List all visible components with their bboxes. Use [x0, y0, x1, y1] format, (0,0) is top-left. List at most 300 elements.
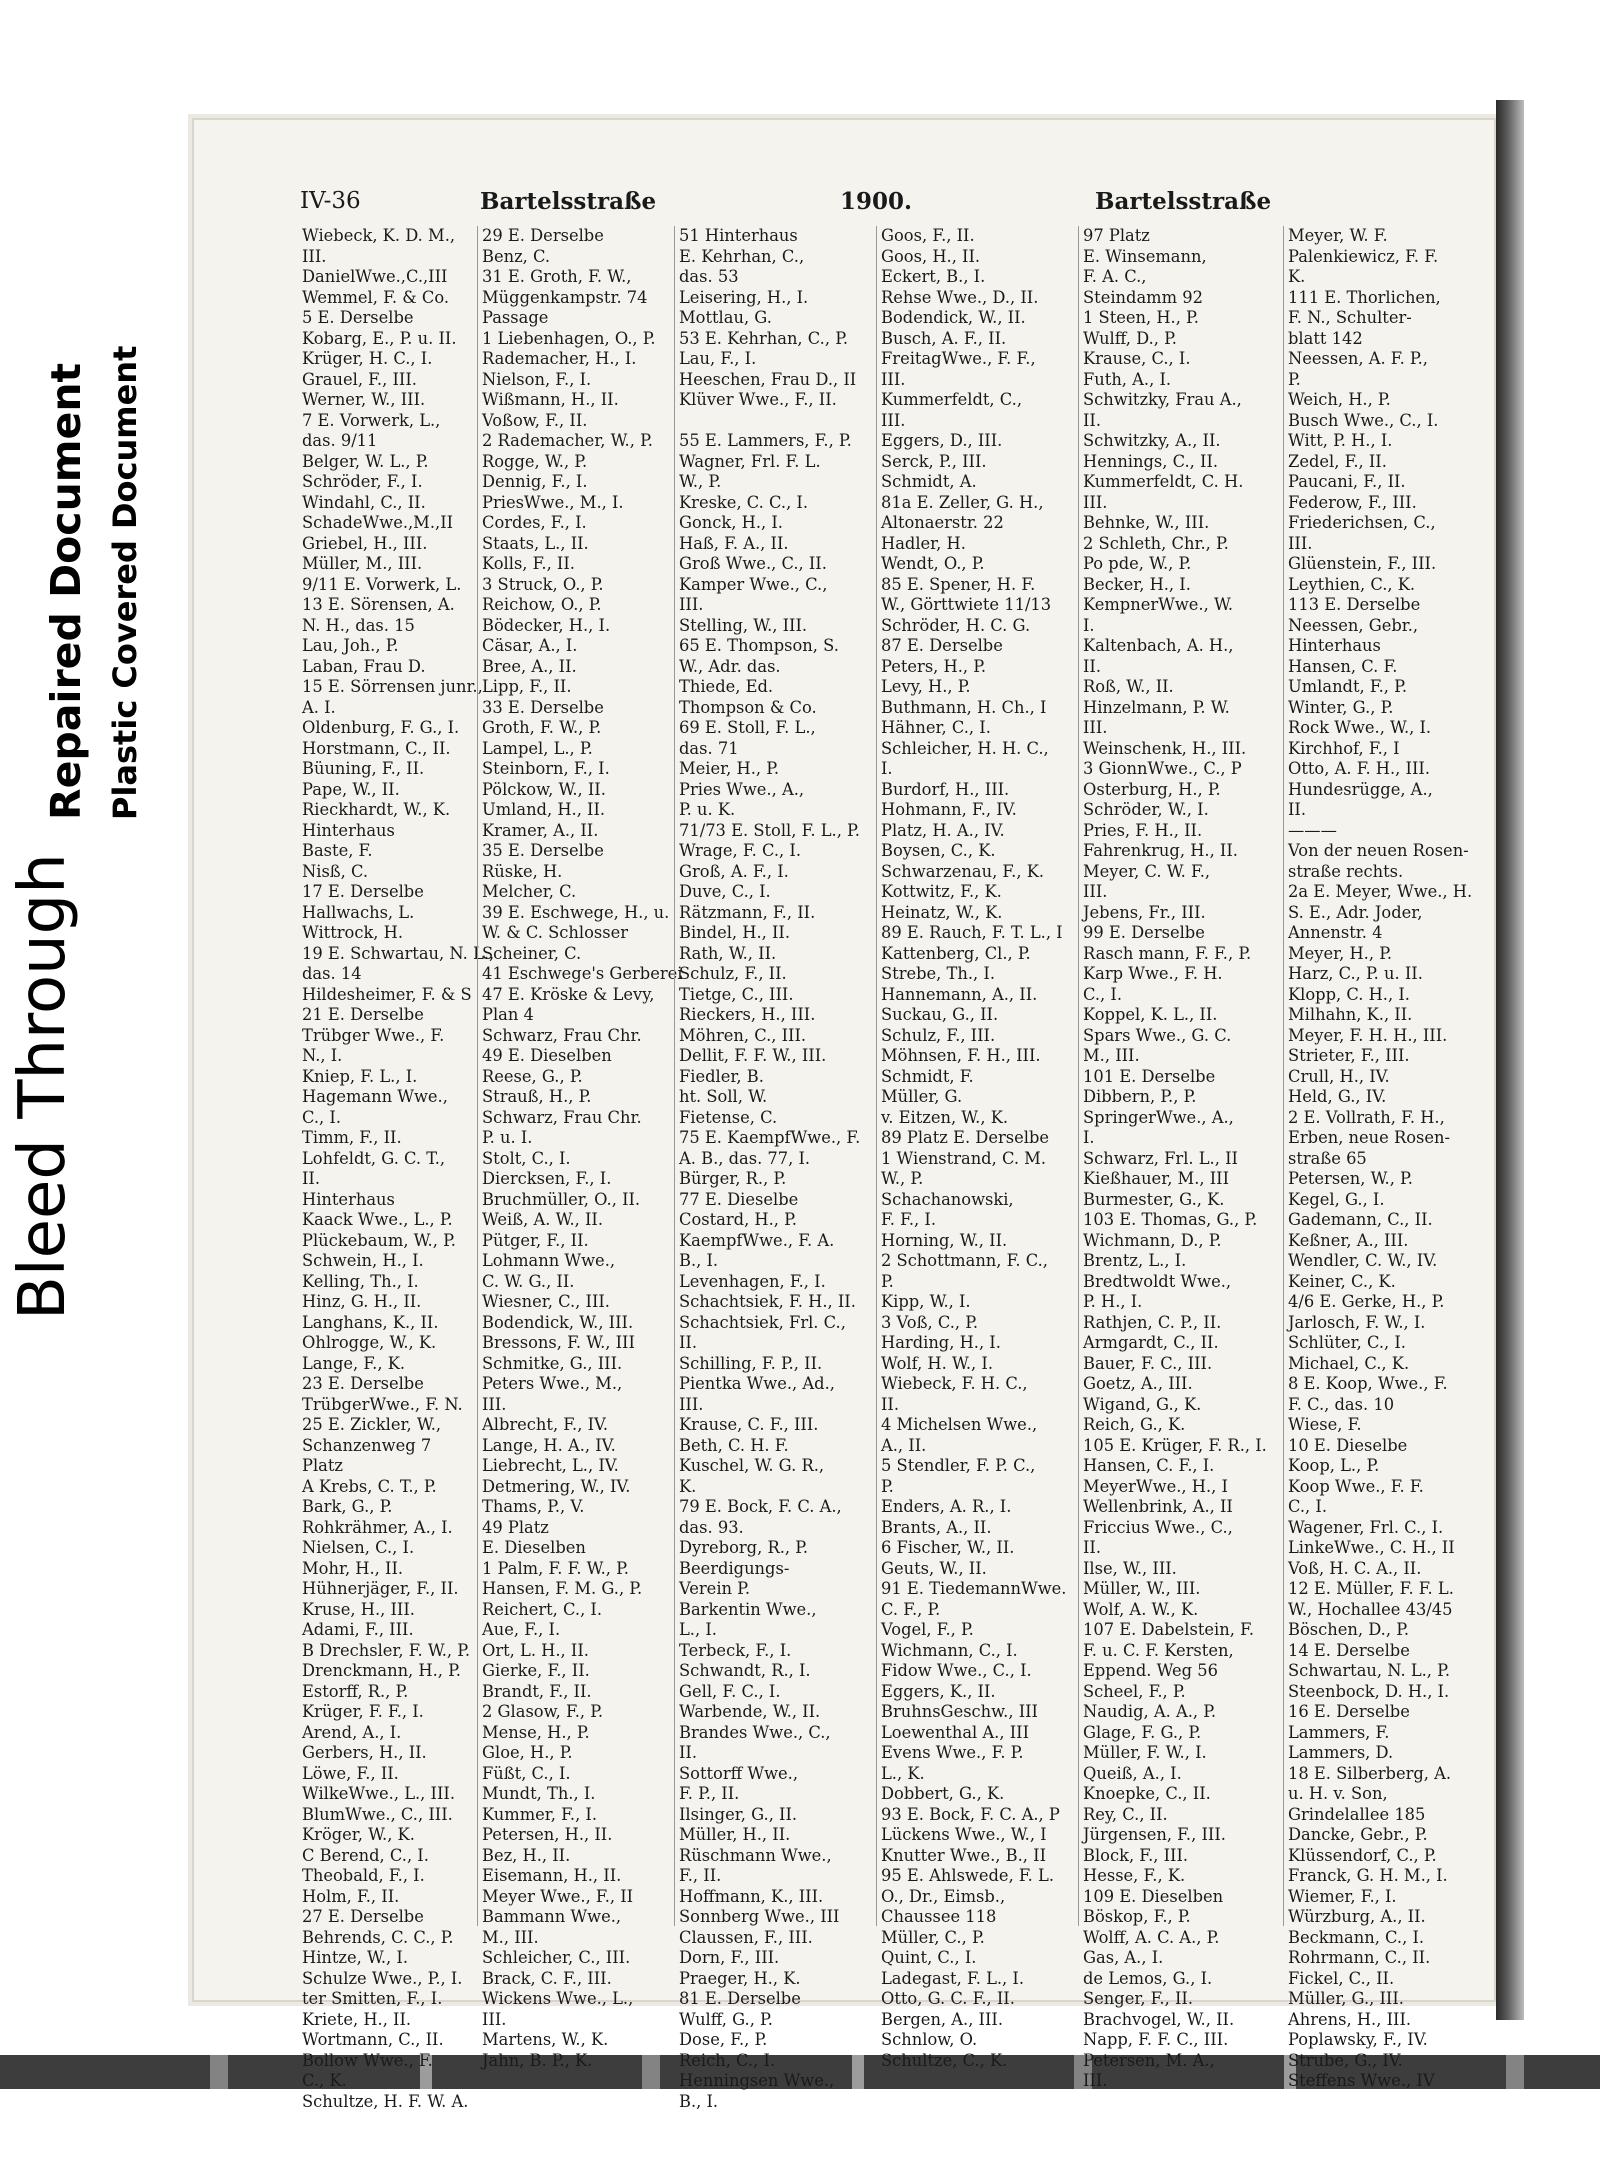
- directory-entry: III.: [302, 246, 327, 266]
- directory-entry: Crull, H., IV.: [1288, 1066, 1390, 1086]
- directory-entry: Theobald, F., I.: [302, 1866, 425, 1885]
- directory-entry: Osterburg, H., P.: [1083, 779, 1221, 799]
- directory-entry: das. 93.: [679, 1517, 744, 1537]
- directory-entry: Schanzenweg 7: [302, 1435, 432, 1455]
- directory-entry: Hohmann, F., IV.: [881, 800, 1017, 819]
- directory-entry: Kramer, A., II.: [482, 820, 599, 840]
- directory-entry: III.: [1083, 882, 1108, 901]
- directory-entry: 7 E. Vorwerk, L.,: [302, 410, 441, 430]
- directory-entry: Wiese, F.: [1288, 1415, 1362, 1434]
- directory-entry: Sottorff Wwe.,: [679, 1763, 799, 1783]
- directory-entry: Wagner, Frl. F. L.: [679, 451, 821, 471]
- directory-entry: Laban, Frau D.: [302, 656, 426, 676]
- directory-entry: Bark, G., P.: [302, 1497, 393, 1516]
- directory-entry: 93 E. Bock, F. C. A., P: [881, 1804, 1060, 1824]
- directory-entry: 89 Platz E. Derselbe: [881, 1128, 1050, 1147]
- directory-entry: Kirchhof, F., I: [1288, 738, 1400, 758]
- directory-entry: 1 Liebenhagen, O., P.: [482, 328, 656, 348]
- directory-entry: Petersen, M. A.,: [1083, 2050, 1215, 2070]
- directory-entry: Hoffmann, K., III.: [679, 1886, 824, 1906]
- directory-entry: Schwitzky, Frau A.,: [1083, 390, 1242, 409]
- directory-entry: Schröder, F., I.: [302, 472, 423, 491]
- directory-entry: Pientka Wwe., Ad.,: [679, 1374, 835, 1393]
- directory-entry: PriesWwe., M., I.: [482, 492, 624, 512]
- directory-entry: 69 E. Stoll, F. L.,: [679, 718, 816, 737]
- directory-entry: Suckau, G., II.: [881, 1005, 999, 1024]
- directory-entry: Füßt, C., I.: [482, 1763, 571, 1783]
- directory-entry: Cäsar, A., I.: [482, 636, 578, 655]
- directory-entry: Müller, F. W., I.: [1083, 1743, 1207, 1762]
- directory-entry: Bauer, F. C., III.: [1083, 1353, 1213, 1373]
- directory-entry: MeyerWwe., H., I: [1083, 1476, 1228, 1496]
- directory-entry: F., II.: [679, 1866, 722, 1885]
- directory-entry: II.: [302, 1169, 321, 1188]
- directory-entry: 5 E. Derselbe: [302, 308, 414, 327]
- directory-entry: Kipp, W., I.: [881, 1292, 971, 1311]
- directory-entry: Plückebaum, W., P.: [302, 1230, 456, 1250]
- directory-entry: Griebel, H., III.: [302, 533, 428, 553]
- directory-entry: Duve, C., I.: [679, 882, 771, 901]
- directory-entry: W., P.: [881, 1169, 924, 1188]
- directory-entry: Hundesrügge, A.,: [1288, 779, 1433, 799]
- directory-entry: Mottlau, G.: [679, 308, 772, 327]
- directory-entry: M., III.: [1083, 1046, 1140, 1065]
- directory-entry: 55 E. Lammers, F., P.: [679, 431, 852, 450]
- directory-entry: Goos, H., II.: [881, 246, 981, 266]
- directory-entry: A., II.: [881, 1435, 927, 1455]
- directory-entry: 33 E. Derselbe: [482, 697, 604, 717]
- directory-entry: Terbeck, F., I.: [679, 1640, 792, 1660]
- directory-entry: Bressons, F. W., III: [482, 1333, 635, 1352]
- directory-entry: 9/11 E. Vorwerk, L.: [302, 574, 462, 594]
- directory-entry: 10 E. Dieselbe: [1288, 1435, 1408, 1455]
- directory-entry: 1 Wienstrand, C. M.: [881, 1148, 1047, 1168]
- directory-entry: Burdorf, H., III.: [881, 779, 1010, 799]
- directory-entry: Kummer, F., I.: [482, 1804, 598, 1824]
- directory-entry: Wiebeck, F. H. C.,: [881, 1374, 1028, 1393]
- directory-entry: 87 E. Derselbe: [881, 636, 1003, 655]
- directory-entry: Liebrecht, L., IV.: [482, 1456, 619, 1475]
- directory-entry: III.: [679, 1394, 704, 1414]
- directory-entry: Gloe, H., P.: [482, 1743, 573, 1762]
- directory-entry: Boysen, C., K.: [881, 841, 996, 860]
- directory-entry: 23 E. Derselbe: [302, 1374, 424, 1393]
- directory-entry: Rieckhardt, W., K.: [302, 800, 451, 819]
- directory-entry: Rey, C., II.: [1083, 1804, 1168, 1824]
- directory-entry: Pölckow, W., II.: [482, 779, 606, 799]
- directory-entry: Po pde, W., P.: [1083, 554, 1192, 573]
- directory-entry: Rath, W., II.: [679, 943, 777, 963]
- directory-entry: Queiß, A., I.: [1083, 1763, 1182, 1783]
- directory-entry: Müller, G.: [881, 1087, 963, 1106]
- directory-entry: N. H., das. 15: [302, 615, 415, 635]
- directory-entry: Benz, C.: [482, 246, 551, 266]
- directory-entry: Schleicher, H. H. C.,: [881, 738, 1049, 758]
- directory-entry: Wolf, A. W., K.: [1083, 1599, 1199, 1619]
- directory-entry: Oldenburg, F. G., I.: [302, 718, 460, 737]
- directory-entry: Platz: [302, 1456, 343, 1475]
- directory-entry: Harz, C., P. u. II.: [1288, 964, 1423, 983]
- directory-entry: Lau, F., I.: [679, 349, 757, 368]
- directory-entry: II.: [1083, 656, 1102, 676]
- directory-entry: Pape, W., II.: [302, 779, 400, 799]
- directory-entry: Kamper Wwe., C.,: [679, 574, 828, 594]
- street-heading-left: Bartelsstraße: [480, 188, 657, 215]
- directory-entry: Kriete, H., II.: [302, 2009, 412, 2029]
- directory-entry: Werner, W., III.: [302, 390, 426, 409]
- directory-entry: E. Dieselben: [482, 1538, 586, 1557]
- directory-entry: Klüver Wwe., F., II.: [679, 390, 837, 409]
- directory-entry: 91 E. TiedemannWwe.: [881, 1579, 1067, 1598]
- directory-entry: BlumWwe., C., III.: [302, 1804, 453, 1824]
- directory-entry: C., I.: [1288, 1497, 1328, 1516]
- side-labels: [0, 300, 160, 1350]
- directory-entry: Plan 4: [482, 1005, 534, 1024]
- directory-entry: 17 E. Derselbe: [302, 882, 424, 901]
- directory-entry: Bödecker, H., I.: [482, 615, 611, 635]
- directory-entry: F. N., Schulter-: [1288, 308, 1412, 327]
- directory-entry: Knoepke, C., II.: [1083, 1784, 1211, 1803]
- directory-entry: 5 Stendler, F. P. C.,: [881, 1456, 1036, 1475]
- directory-entry: S. E., Adr. Joder,: [1288, 902, 1423, 922]
- directory-entry: Müller, W., III.: [1083, 1579, 1201, 1598]
- directory-entry: A Krebs, C. T., P.: [302, 1476, 437, 1496]
- directory-entry: Schwarz, Frau Chr.: [482, 1107, 642, 1127]
- directory-entry: Koop, L., P.: [1288, 1456, 1380, 1475]
- directory-entry: Claussen, F., III.: [679, 1927, 813, 1947]
- directory-entry: Staats, L., II.: [482, 533, 589, 553]
- directory-entry: ———: [1288, 820, 1337, 840]
- directory-entry: 13 E. Sörensen, A.: [302, 595, 455, 614]
- directory-entry: 81a E. Zeller, G. H.,: [881, 492, 1044, 512]
- directory-entry: Heeschen, Frau D., II: [679, 369, 857, 389]
- directory-entry: Pries, F. H., II.: [1083, 820, 1203, 840]
- repaired-document-label: Repaired Document: [42, 362, 90, 820]
- directory-entry: Tietge, C., III.: [679, 984, 794, 1004]
- directory-entry: Michael, C., K.: [1288, 1353, 1410, 1373]
- directory-entry: Dibbern, P., P.: [1083, 1087, 1197, 1106]
- directory-entry: Steenbock, D. H., I.: [1288, 1681, 1450, 1701]
- directory-entry: Hagemann Wwe.,: [302, 1087, 448, 1106]
- directory-entry: ht. Soll, W.: [679, 1087, 768, 1106]
- directory-entry: Dyreborg, R., P.: [679, 1538, 809, 1557]
- directory-entry: Meyer, W. F.: [1288, 226, 1388, 245]
- directory-entry: Rüschmann Wwe.,: [679, 1845, 832, 1865]
- directory-entry: BruhnsGeschw., III: [881, 1702, 1038, 1721]
- directory-entry: Müggenkampstr. 74: [482, 287, 648, 307]
- directory-entry: Bredtwoldt Wwe.,: [1083, 1271, 1232, 1291]
- directory-entry: Hühnerjäger, F., II.: [302, 1579, 459, 1598]
- directory-entry: Friccius Wwe., C.,: [1083, 1517, 1233, 1537]
- directory-entry: Albrecht, F., IV.: [482, 1415, 609, 1434]
- directory-entry: III.: [1083, 492, 1108, 512]
- directory-entry: Würzburg, A., II.: [1288, 1907, 1426, 1926]
- directory-entry: Scheel, F., P.: [1083, 1681, 1186, 1701]
- directory-entry: Eisemann, H., II.: [482, 1866, 622, 1885]
- directory-entry: blatt 142: [1288, 328, 1363, 348]
- directory-entry: Wulff, G., P.: [679, 2009, 773, 2029]
- directory-entry: Horstmann, C., II.: [302, 738, 451, 758]
- directory-entry: Wellenbrink, A., II: [1083, 1497, 1233, 1516]
- directory-entry: Lammers, F.: [1288, 1722, 1390, 1742]
- directory-entry: Lange, F., K.: [302, 1353, 406, 1373]
- directory-entry: Napp, F. F. C., III.: [1083, 2030, 1229, 2049]
- directory-entry: Strieter, F., III.: [1288, 1046, 1410, 1065]
- directory-entry: Passage: [482, 308, 549, 327]
- directory-entry: O., Dr., Eimsb.,: [881, 1886, 1006, 1906]
- directory-entry: Schulze Wwe., P., I.: [302, 1968, 463, 1988]
- directory-entry: F. F., I.: [881, 1210, 937, 1229]
- directory-entry: Wiemer, F., I.: [1288, 1886, 1397, 1906]
- directory-entry: Hinterhaus: [1288, 636, 1381, 655]
- directory-column-3: [674, 226, 876, 2111]
- directory-entry: Strube, G., IV.: [1288, 2050, 1403, 2070]
- directory-entry: Müller, H., II.: [679, 1825, 791, 1844]
- directory-entry: Fickel, C., II.: [1288, 1968, 1395, 1988]
- directory-entry: Eggers, D., III.: [881, 431, 1003, 450]
- directory-entry: Voß, H. C. A., II.: [1288, 1558, 1422, 1578]
- directory-entry: Quint, C., I.: [881, 1948, 977, 1967]
- page-binding-edge: [1496, 100, 1524, 2020]
- directory-entry: Dancke, Gebr., P.: [1288, 1825, 1428, 1844]
- directory-entry: Bergen, A., III.: [881, 2009, 1004, 2029]
- directory-entry: III.: [1083, 718, 1108, 737]
- directory-entry: Bürger, R., P.: [679, 1169, 787, 1188]
- directory-entry: Federow, F., III.: [1288, 492, 1417, 512]
- directory-entry: P. u. K.: [679, 800, 736, 819]
- directory-entry: Kniep, F. L., I.: [302, 1066, 418, 1086]
- directory-entry: II.: [679, 1333, 698, 1352]
- directory-entry: [679, 411, 876, 432]
- directory-entry: Diercksen, F., I.: [482, 1169, 612, 1188]
- directory-entry: Nisß, C.: [302, 861, 369, 881]
- directory-entry: Schmidt, F.: [881, 1066, 974, 1086]
- directory-entry: III.: [482, 2009, 507, 2029]
- directory-entry: Rock Wwe., W., I.: [1288, 718, 1432, 737]
- directory-entry: Serck, P., III.: [881, 451, 987, 471]
- directory-entry: 3 GionnWwe., C., P: [1083, 759, 1242, 778]
- directory-entry: P.: [1288, 369, 1301, 389]
- directory-entry: Bodendick, W., III.: [482, 1312, 634, 1332]
- directory-entry: Mense, H., P.: [482, 1722, 590, 1742]
- directory-entry: Melcher, C.: [482, 882, 577, 901]
- directory-entry: Nielson, F., I.: [482, 369, 592, 389]
- directory-entry: Glüenstein, F., III.: [1288, 554, 1437, 573]
- directory-entry: Thams, P., V.: [482, 1497, 585, 1516]
- directory-entry: Wemmel, F. & Co.: [302, 287, 450, 307]
- directory-entry: P.: [881, 1271, 894, 1291]
- directory-entry: Ohlrogge, W., K.: [302, 1333, 437, 1352]
- directory-entry: W. & C. Schlosser: [482, 923, 629, 942]
- directory-entry: Senger, F., II.: [1083, 1989, 1193, 2008]
- directory-entry: Hildesheimer, F. & S: [302, 984, 472, 1004]
- directory-entry: 77 E. Dieselbe: [679, 1189, 799, 1209]
- directory-entry: W., P.: [679, 472, 722, 491]
- directory-entry: Ilse, W., III.: [1083, 1558, 1177, 1578]
- directory-entry: Harding, H., I.: [881, 1333, 1001, 1352]
- directory-entry: 41 Eschwege's Gerberei: [482, 964, 683, 983]
- directory-entry: Fietense, C.: [679, 1107, 778, 1127]
- directory-entry: Schulz, F., II.: [679, 964, 787, 983]
- directory-entry: 4/6 E. Gerke, H., P.: [1288, 1292, 1445, 1311]
- directory-entry: Sonnberg Wwe., III: [679, 1907, 840, 1926]
- directory-entry: Steffens Wwe., IV: [1288, 2071, 1435, 2090]
- directory-entry: Rieckers, H., III.: [679, 1005, 816, 1024]
- directory-entry: Schröder, H. C. G.: [881, 615, 1031, 635]
- directory-entry: Schwein, H., I.: [302, 1251, 424, 1270]
- directory-entry: Otto, G. C. F., II.: [881, 1989, 1015, 2008]
- directory-entry: Meyer, C. W. F.,: [1083, 861, 1211, 881]
- directory-entry: B., I.: [679, 2091, 719, 2111]
- directory-entry: Roß, W., II.: [1083, 677, 1174, 696]
- directory-entry: TrübgerWwe., F. N.: [302, 1394, 463, 1414]
- directory-entry: Meyer, F. H. H., III.: [1288, 1025, 1448, 1045]
- directory-entry: W., Görttwiete 11/13: [881, 595, 1052, 614]
- directory-entry: Löwe, F., II.: [302, 1763, 399, 1783]
- directory-entry: II.: [1083, 410, 1102, 430]
- directory-entry: Praeger, H., K.: [679, 1968, 801, 1988]
- directory-entry: Dose, F., P.: [679, 2030, 768, 2049]
- directory-entry: P. H., I.: [1083, 1292, 1143, 1311]
- directory-entry: Müller, M., III.: [302, 554, 423, 573]
- directory-entry: Schröder, W., I.: [1083, 800, 1209, 819]
- directory-entry: Möhren, C., III.: [679, 1025, 807, 1045]
- directory-entry: Ahrens, H., III.: [1288, 2009, 1412, 2029]
- directory-entry: Schnlow, O.: [881, 2030, 978, 2049]
- directory-entry: Rehse Wwe., D., II.: [881, 287, 1039, 307]
- directory-entry: II.: [679, 1743, 698, 1762]
- directory-entry: Hähner, C., I.: [881, 718, 991, 737]
- directory-entry: Strebe, Th., I.: [881, 964, 996, 983]
- directory-entry: Leisering, H., I.: [679, 287, 809, 307]
- directory-entry: u. H. v. Son,: [1288, 1784, 1388, 1803]
- directory-entry: 1 Steen, H., P.: [1083, 308, 1199, 327]
- directory-entry: Rohrmann, C., II.: [1288, 1948, 1431, 1967]
- directory-entry: Lampel, L., P.: [482, 738, 593, 758]
- year-heading: 1900.: [840, 188, 913, 215]
- directory-entry: 65 E. Thompson, S.: [679, 636, 839, 655]
- directory-entry: Goos, F., II.: [881, 226, 975, 245]
- directory-entry: Kaltenbach, A. H.,: [1083, 636, 1234, 655]
- directory-entry: C., I.: [302, 1107, 342, 1127]
- directory-entry: 6 Fischer, W., II.: [881, 1538, 1015, 1557]
- directory-entry: das. 53: [679, 267, 739, 286]
- directory-entry: Glage, F. G., P.: [1083, 1722, 1202, 1742]
- directory-entry: Voßow, F., II.: [482, 410, 588, 430]
- directory-entry: W., Hochallee 43/45: [1288, 1599, 1453, 1619]
- directory-entry: Baste, F.: [302, 841, 373, 860]
- directory-entry: Bodendick, W., II.: [881, 308, 1026, 327]
- directory-entry: L., K.: [881, 1763, 925, 1783]
- directory-entry: 101 E. Derselbe: [1083, 1066, 1216, 1086]
- directory-entry: C. W. G., II.: [482, 1271, 575, 1291]
- directory-entry: Friederichsen, C.,: [1288, 513, 1436, 532]
- directory-entry: Bammann Wwe.,: [482, 1907, 622, 1926]
- directory-entry: Reese, G., P.: [482, 1066, 583, 1086]
- directory-entry: Hesse, F., K.: [1083, 1866, 1186, 1885]
- directory-entry: Neessen, Gebr.,: [1288, 615, 1419, 635]
- directory-entry: Eckert, B., I.: [881, 267, 986, 286]
- directory-entry: 79 E. Bock, F. C. A.,: [679, 1497, 842, 1516]
- directory-entry: 49 E. Dieselben: [482, 1046, 612, 1065]
- directory-entry: F. C., das. 10: [1288, 1394, 1395, 1414]
- directory-entry: Eppend. Weg 56: [1083, 1661, 1218, 1680]
- directory-entry: Lohmann Wwe.,: [482, 1251, 616, 1270]
- directory-entry: Meyer, H., P.: [1288, 943, 1393, 963]
- directory-entry: Fidow Wwe., C., I.: [881, 1661, 1032, 1680]
- directory-entry: Bollow Wwe., F.: [302, 2050, 433, 2070]
- directory-entry: III.: [679, 595, 704, 614]
- directory-entry: 75 E. KaempfWwe., F.: [679, 1128, 861, 1147]
- directory-entry: C. F., P.: [881, 1599, 941, 1619]
- directory-entry: Holm, F., II.: [302, 1886, 400, 1906]
- directory-entry: 95 E. Ahlswede, F. L.: [881, 1866, 1055, 1885]
- directory-entry: Jarlosch, F. W., I.: [1288, 1312, 1426, 1332]
- directory-entry: A. B., das. 77, I.: [679, 1148, 811, 1168]
- directory-entry: Hansen, F. M. G., P.: [482, 1579, 643, 1598]
- directory-entry: Warbende, W., II.: [679, 1702, 821, 1721]
- directory-entry: Jürgensen, F., III.: [1083, 1825, 1226, 1844]
- directory-entry: Wiebeck, K. D. M.,: [302, 226, 456, 245]
- directory-entry: Müller, C., P.: [881, 1927, 985, 1947]
- directory-entry: Beerdigungs-: [679, 1558, 790, 1578]
- directory-entry: SchadeWwe.,M.,II: [302, 513, 454, 532]
- directory-entry: 53 E. Kehrhan, C., P.: [679, 328, 849, 348]
- directory-entry: A. I.: [302, 697, 336, 717]
- directory-entry: 14 E. Derselbe: [1288, 1640, 1410, 1660]
- directory-entry: Goetz, A., III.: [1083, 1374, 1193, 1393]
- directory-entry: Futh, A., I.: [1083, 369, 1172, 389]
- directory-entry: Grauel, F., III.: [302, 369, 417, 389]
- directory-entry: Witt, P. H., I.: [1288, 431, 1393, 450]
- directory-entry: Brentz, L., I.: [1083, 1251, 1187, 1270]
- directory-entry: Stolt, C., I.: [482, 1148, 571, 1168]
- directory-entry: Armgardt, C., II.: [1083, 1333, 1219, 1352]
- directory-entry: Dorn, F., III.: [679, 1948, 780, 1967]
- directory-entry: Nielsen, C., I.: [302, 1538, 415, 1557]
- directory-entry: Reich, C., I.: [679, 2050, 776, 2070]
- directory-entry: E. Winsemann,: [1083, 246, 1207, 266]
- directory-entry: de Lemos, G., I.: [1083, 1968, 1213, 1988]
- directory-entry: KaempfWwe., F. A.: [679, 1230, 835, 1250]
- directory-entry: Schmitke, G., III.: [482, 1353, 623, 1373]
- directory-entry: Müller, G., III.: [1288, 1989, 1404, 2008]
- directory-entry: Thiede, Ed.: [679, 677, 774, 696]
- directory-entry: Kummerfeldt, C.,: [881, 390, 1022, 409]
- directory-entry: C., K.: [302, 2071, 347, 2090]
- directory-entry: III.: [881, 369, 906, 389]
- directory-entry: Schwitzky, A., II.: [1083, 431, 1221, 450]
- directory-entry: Grindelallee 185: [1288, 1804, 1426, 1824]
- directory-entry: Aue, F., I.: [482, 1620, 561, 1639]
- directory-entry: Annenstr. 4: [1288, 923, 1383, 942]
- directory-entry: Ilsinger, G., II.: [679, 1804, 798, 1824]
- directory-entry: Dennig, F., I.: [482, 472, 588, 491]
- directory-entry: P.: [881, 1476, 894, 1496]
- bleed-through-label: Bleed Through: [6, 853, 80, 1320]
- directory-entry: Chaussee 118: [881, 1907, 997, 1926]
- directory-entry: Becker, H., I.: [1083, 574, 1191, 594]
- directory-entry: Peters, H., P.: [881, 656, 987, 676]
- directory-entry: Belger, W. L., P.: [302, 451, 429, 471]
- directory-entry: C., I.: [1083, 984, 1123, 1004]
- directory-entry: Pütger, F., II.: [482, 1230, 589, 1250]
- directory-entry: Kröger, W., K.: [302, 1825, 415, 1844]
- directory-entry: 15 E. Sörrensen junr.,: [302, 677, 483, 696]
- directory-entry: F. u. C. F. Kersten,: [1083, 1640, 1234, 1660]
- directory-entry: Krause, C. F., III.: [679, 1415, 819, 1434]
- directory-entry: B., I.: [679, 1251, 719, 1270]
